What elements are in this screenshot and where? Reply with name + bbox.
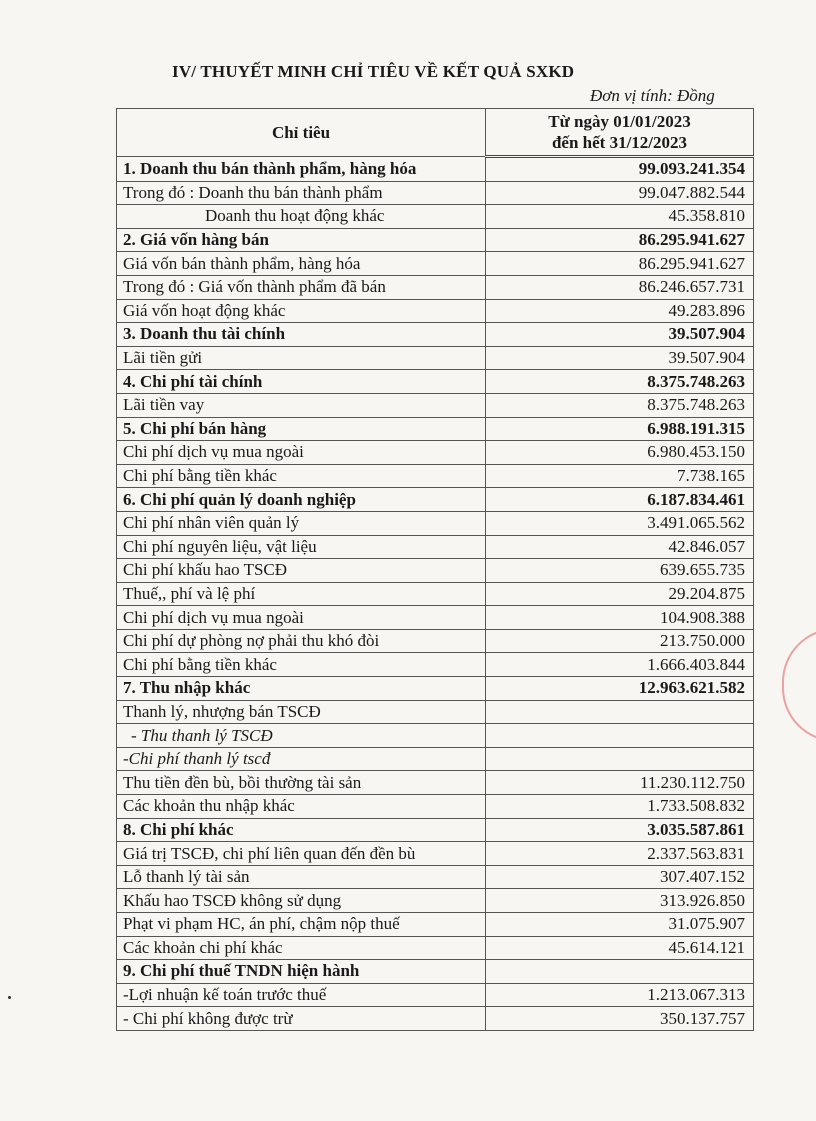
row-label: 3. Doanh thu tài chính — [117, 323, 486, 347]
row-label: Các khoản chi phí khác — [117, 936, 486, 960]
row-value: 6.187.834.461 — [486, 488, 754, 512]
row-value: 45.614.121 — [486, 936, 754, 960]
row-label: 6. Chi phí quản lý doanh nghiệp — [117, 488, 486, 512]
row-value — [486, 700, 754, 724]
row-label: 9. Chi phí thuế TNDN hiện hành — [117, 960, 486, 984]
row-value: 42.846.057 — [486, 535, 754, 559]
table-row — [117, 700, 754, 724]
table-row — [117, 370, 754, 394]
row-value: 99.093.241.354 — [486, 157, 754, 182]
table-row — [117, 252, 754, 276]
table-row — [117, 842, 754, 866]
row-value: 39.507.904 — [486, 323, 754, 347]
table-row — [117, 346, 754, 370]
header-period — [486, 109, 754, 157]
row-label: Thu tiền đền bù, bồi thường tài sản — [117, 771, 486, 795]
row-value: 1.666.403.844 — [486, 653, 754, 677]
row-value: 213.750.000 — [486, 629, 754, 653]
row-value: 11.230.112.750 — [486, 771, 754, 795]
header-period-to: đến hết 31/12/2023 — [551, 133, 688, 152]
table-row — [117, 936, 754, 960]
row-label: Lãi tiền gửi — [117, 346, 486, 370]
table-row — [117, 913, 754, 937]
row-label: 4. Chi phí tài chính — [117, 370, 486, 394]
row-value: 29.204.875 — [486, 582, 754, 606]
row-label: -Chi phí thanh lý tscđ — [117, 747, 486, 771]
table-row — [117, 983, 754, 1007]
table-row — [117, 393, 754, 417]
table-row — [117, 205, 754, 229]
row-value: 7.738.165 — [486, 464, 754, 488]
row-label: Chi phí dự phòng nợ phải thu khó đòi — [117, 629, 486, 653]
table-row — [117, 629, 754, 653]
row-label: Lỗ thanh lý tài sản — [117, 865, 486, 889]
row-value: 2.337.563.831 — [486, 842, 754, 866]
row-value: 86.295.941.627 — [486, 228, 754, 252]
table-row — [117, 747, 754, 771]
table-row — [117, 1007, 754, 1031]
table-row — [117, 771, 754, 795]
table-row — [117, 535, 754, 559]
row-value: 313.926.850 — [486, 889, 754, 913]
row-value: 6.980.453.150 — [486, 441, 754, 465]
table-row — [117, 488, 754, 512]
row-label: 2. Giá vốn hàng bán — [117, 228, 486, 252]
table-row — [117, 275, 754, 299]
table-row — [117, 559, 754, 583]
row-label: Phạt vi phạm HC, án phí, chậm nộp thuế — [117, 913, 486, 937]
table-row — [117, 795, 754, 819]
table-row — [117, 417, 754, 441]
row-value: 6.988.191.315 — [486, 417, 754, 441]
row-label: Lãi tiền vay — [117, 393, 486, 417]
row-label: - Thu thanh lý TSCĐ — [117, 724, 486, 748]
row-label: 1. Doanh thu bán thành phẩm, hàng hóa — [117, 157, 486, 182]
row-label: Chi phí khấu hao TSCĐ — [117, 559, 486, 583]
row-label: Trong đó : Giá vốn thành phẩm đã bán — [117, 275, 486, 299]
table-row — [117, 181, 754, 205]
table-row — [117, 464, 754, 488]
row-label: Giá vốn bán thành phẩm, hàng hóa — [117, 252, 486, 276]
row-value: 1.213.067.313 — [486, 983, 754, 1007]
row-label: Chi phí dịch vụ mua ngoài — [117, 441, 486, 465]
table-row — [117, 228, 754, 252]
row-value: 99.047.882.544 — [486, 181, 754, 205]
row-label: -Lợi nhuận kế toán trước thuế — [117, 983, 486, 1007]
row-value: 3.491.065.562 — [486, 511, 754, 535]
table-row — [117, 653, 754, 677]
row-label: Chi phí nhân viên quản lý — [117, 511, 486, 535]
row-value: 39.507.904 — [486, 346, 754, 370]
row-label: Giá trị TSCĐ, chi phí liên quan đến đền bù — [117, 842, 486, 866]
row-label: 8. Chi phí khác — [117, 818, 486, 842]
row-label: Chi phí bằng tiền khác — [117, 653, 486, 677]
row-label: Giá vốn hoạt động khác — [117, 299, 486, 323]
results-table — [116, 108, 754, 1031]
row-label: Chi phí bằng tiền khác — [117, 464, 486, 488]
row-value: 86.246.657.731 — [486, 275, 754, 299]
row-value: 3.035.587.861 — [486, 818, 754, 842]
table-row — [117, 606, 754, 630]
row-label: 7. Thu nhập khác — [117, 677, 486, 701]
row-value: 104.908.388 — [486, 606, 754, 630]
row-value: 49.283.896 — [486, 299, 754, 323]
row-value: 350.137.757 — [486, 1007, 754, 1031]
row-value: 31.075.907 — [486, 913, 754, 937]
row-value: 307.407.152 — [486, 865, 754, 889]
row-label: Khấu hao TSCĐ không sử dụng — [117, 889, 486, 913]
row-value: 639.655.735 — [486, 559, 754, 583]
table-header-row — [117, 109, 754, 157]
table-row — [117, 582, 754, 606]
table-row — [117, 889, 754, 913]
red-seal-stamp — [782, 628, 816, 742]
row-value: 8.375.748.263 — [486, 393, 754, 417]
table-row — [117, 818, 754, 842]
row-value: 45.358.810 — [486, 205, 754, 229]
row-value: 12.963.621.582 — [486, 677, 754, 701]
table-row — [117, 511, 754, 535]
row-label: Chi phí nguyên liệu, vật liệu — [117, 535, 486, 559]
row-label: Thanh lý, nhượng bán TSCĐ — [117, 700, 486, 724]
table-row — [117, 441, 754, 465]
table-row — [117, 724, 754, 748]
row-value — [486, 960, 754, 984]
currency-unit: Đơn vị tính: Đồng — [590, 86, 715, 105]
row-label: Doanh thu hoạt động khác — [117, 205, 486, 229]
table-row — [117, 299, 754, 323]
table-row — [117, 323, 754, 347]
table-row — [117, 157, 754, 182]
page-title: IV/ THUYẾT MINH CHỈ TIÊU VỀ KẾT QUẢ SXKD — [172, 62, 575, 81]
row-value — [486, 747, 754, 771]
table-row — [117, 865, 754, 889]
row-label: Các khoản thu nhập khác — [117, 795, 486, 819]
row-value: 8.375.748.263 — [486, 370, 754, 394]
row-value — [486, 724, 754, 748]
row-label: - Chi phí không được trừ — [117, 1007, 486, 1031]
table-row — [117, 960, 754, 984]
header-indicator: Chỉ tiêu — [117, 109, 486, 157]
row-value: 86.295.941.627 — [486, 252, 754, 276]
row-label: Thuế,, phí và lệ phí — [117, 582, 486, 606]
table-body — [117, 157, 754, 1031]
row-label: 5. Chi phí bán hàng — [117, 417, 486, 441]
scan-speck — [8, 996, 11, 999]
table-row — [117, 677, 754, 701]
row-label: Trong đó : Doanh thu bán thành phẩm — [117, 181, 486, 205]
row-label: Chi phí dịch vụ mua ngoài — [117, 606, 486, 630]
row-value: 1.733.508.832 — [486, 795, 754, 819]
header-period-from: Từ ngày 01/01/2023 — [548, 112, 691, 131]
